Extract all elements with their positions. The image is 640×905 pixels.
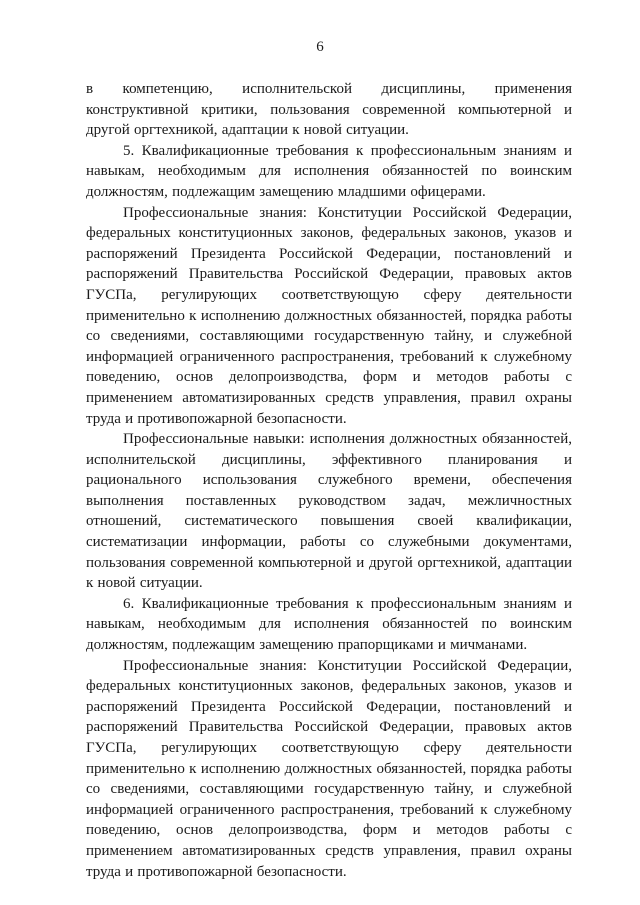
page-number: 6 [316,39,324,55]
paragraph-section-6-heading: 6. Квалификационные требования к профессиональным знаниям и навыкам, необходимым для исполнения обязанностей по воинским должностям, подлежащим замещению прапорщиками и мичманами. [86,595,572,654]
paragraph-section-6-knowledge: Профессиональные знания: Конституции Российской Федерации, федеральных конституционных законов, федеральных законов, указов и распоряжений Президента Российской Федерации, постановлений и распоряжений Правительства Российской Федерации, правовых актов ГУСПа, регулирующих соответствующую сферу деятельности применительно к исполнению должностных обязанностей, порядка работы со сведениями, составляющими государственную тайну, и служебной информацией ограниченного распространения, требований к служебному поведению, основ делопроизводства, форм и методов работы с применением автоматизированных средств управления, правил охраны труда и противопожарной безопасности. [86,657,572,880]
paragraph-section-5-knowledge: Профессиональные знания: Конституции Российской Федерации, федеральных конституционных законов, федеральных законов, указов и распоряжений Президента Российской Федерации, постановлений и распоряжений Правительства Российской Федерации, правовых актов ГУСПа, регулирующих соответствующую сферу деятельности применительно к исполнению должностных обязанностей, порядка работы со сведениями, составляющими государственную тайну, и служебной информацией ограниченного распространения, требований к служебному поведению, основ делопроизводства, форм и методов работы с применением автоматизированных средств управления, правил охраны труда и противопожарной безопасности. [86,204,572,427]
paragraph-section-5-heading: 5. Квалификационные требования к профессиональным знаниям и навыкам, необходимым для исполнения обязанностей по воинским должностям, подлежащим замещению младшими офицерами. [86,142,572,200]
paragraph-section-5-skills: Профессиональные навыки: исполнения должностных обязанностей, исполнительской дисциплины, эффективного планирования и рационального использования служебного времени, обеспечения выполнения поставленных руководством задач, межличностных отношений, систематического повышения своей квалификации, систематизации информации, работы со служебными документами, пользования современной компьютерной и другой оргтехникой, адаптации к новой ситуации. [86,431,572,592]
document-body [86,79,572,882]
paragraph-competence-continuation: в компетенцию, исполнительской дисциплины, применения конструктивной критики, пользования современной компьютерной и другой оргтехникой, адаптации к новой ситуации. [86,81,572,139]
